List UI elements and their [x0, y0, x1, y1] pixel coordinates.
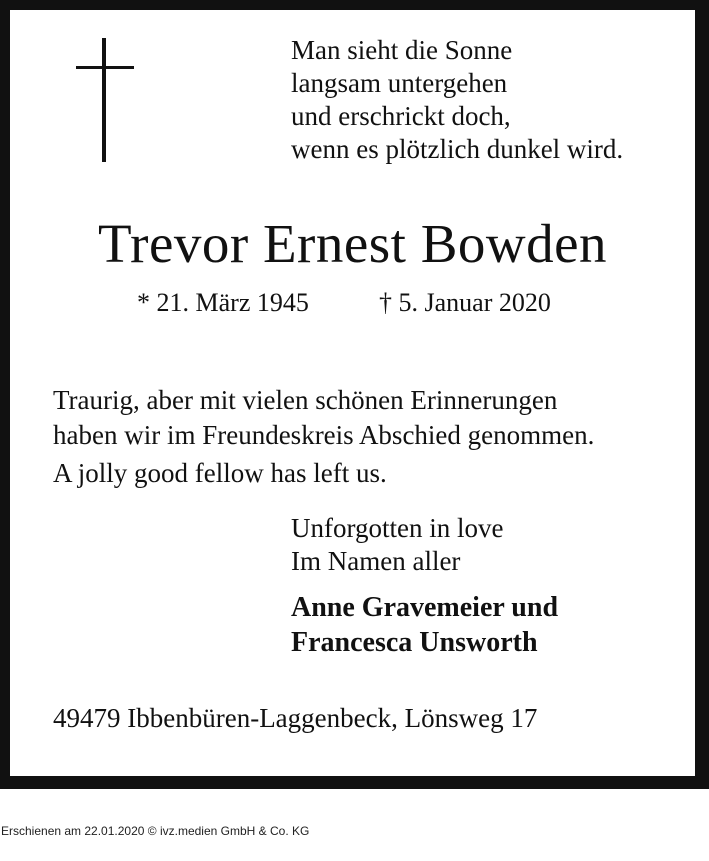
- message-line: A jolly good fellow has left us.: [53, 458, 387, 488]
- cross-icon: [76, 38, 136, 162]
- death-date: † 5. Januar 2020: [379, 288, 551, 317]
- mourner-names: [291, 590, 558, 660]
- farewell-message: [53, 383, 594, 491]
- birth-date: * 21. März 1945: [137, 288, 309, 317]
- deceased-name: Trevor Ernest Bowden: [97, 213, 608, 274]
- publication-footer: Erschienen am 22.01.2020 © ivz.medien GmbH & Co. KG: [1, 824, 310, 838]
- poem-line: langsam untergehen: [291, 68, 508, 98]
- address: 49479 Ibbenbüren-Laggenbeck, Lönsweg 17: [53, 703, 538, 733]
- signoff: [291, 512, 503, 578]
- message-line: Traurig, aber mit vielen schönen Erinnerungen: [53, 385, 558, 415]
- signoff-line: Unforgotten in love: [291, 513, 504, 543]
- poem-line: wenn es plötzlich dunkel wird.: [291, 134, 624, 164]
- poem: [291, 34, 623, 166]
- message-line: haben wir im Freundeskreis Abschied genommen.: [53, 420, 595, 450]
- poem-line: und erschrickt doch,: [291, 101, 511, 131]
- mourner-name: Francesca Unsworth: [291, 627, 538, 658]
- signoff-line: Im Namen aller: [291, 546, 461, 576]
- poem-line: Man sieht die Sonne: [291, 35, 513, 65]
- mourner-name: Anne Gravemeier und: [291, 592, 559, 623]
